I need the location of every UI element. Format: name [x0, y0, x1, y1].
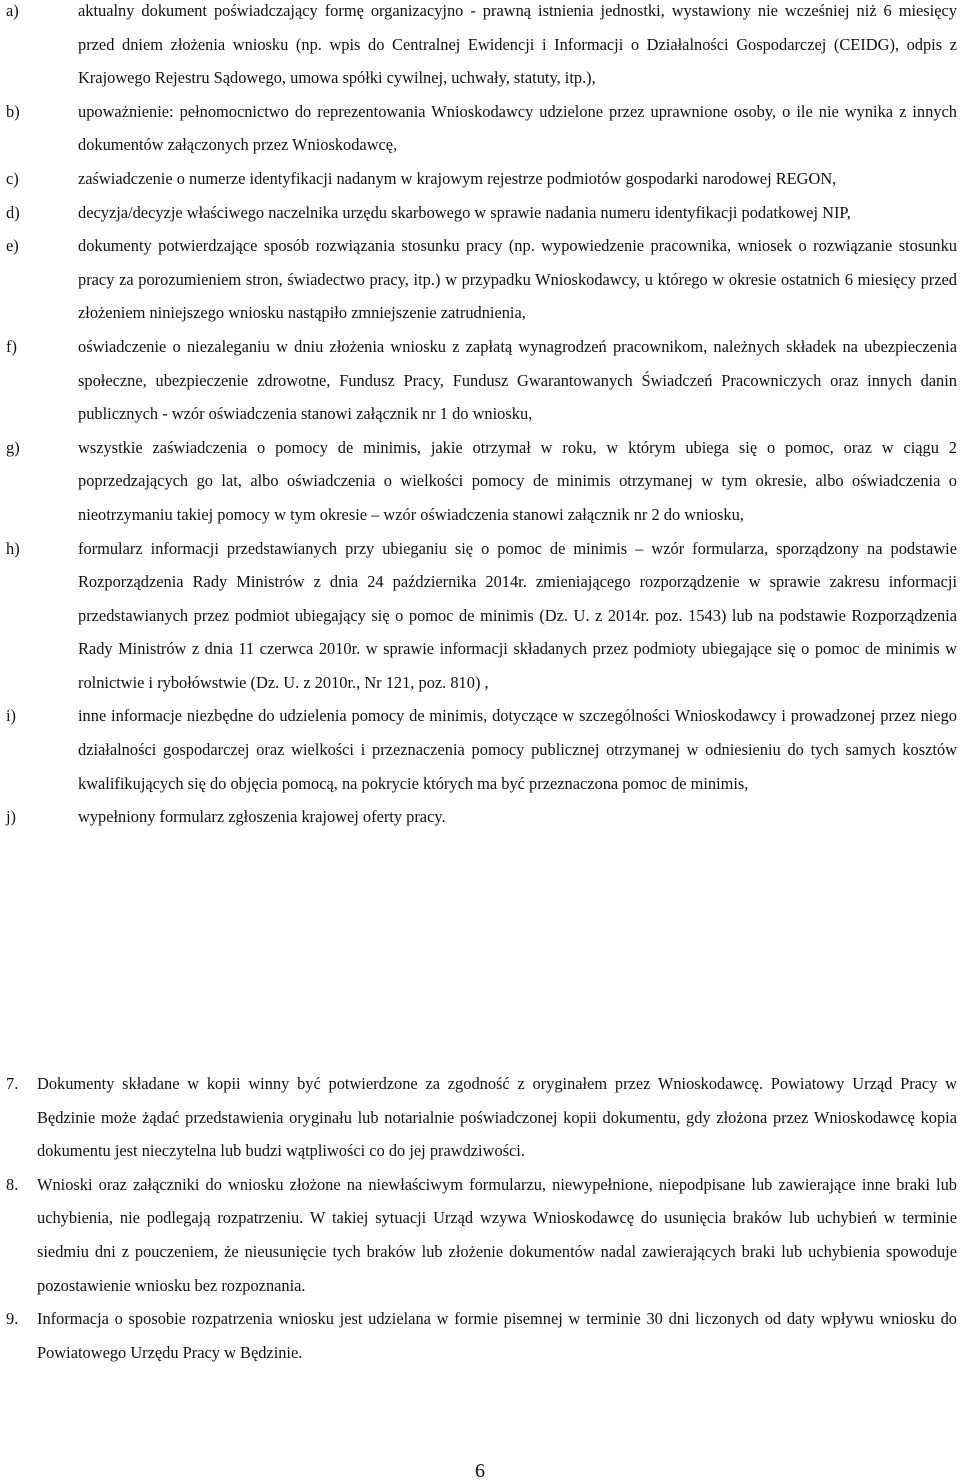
- numbered-list: [0, 1067, 960, 1369]
- list-marker: i): [6, 706, 17, 726]
- list-item-text: decyzja/decyzje właściwego naczelnika urzędu skarbowego w sprawie nadania numeru identyfikacji podatkowej NIP,: [78, 202, 851, 222]
- numbered-item-7: [0, 1067, 960, 1168]
- list-item-text: wypełniony formularz zgłoszenia krajowej oferty pracy.: [78, 807, 446, 827]
- list-marker: f): [6, 336, 17, 356]
- list-item-text: wszystkie zaświadczenia o pomocy de minimis, jakie otrzymał w roku, w którym ubiega się o pomoc, oraz w ciągu 2 poprzedzających go lat, albo oświadczenia o wielkości pomocy de minimis otrzymanej w tym okresie, albo oświadczenia o nieotrzymaniu takiej pomocy w tym okresie – wzór oświadczenia stanowi załącznik nr 2 do wniosku,: [78, 437, 957, 524]
- list-marker: 9.: [6, 1309, 19, 1329]
- list-item-text: dokumenty potwierdzające sposób rozwiązania stosunku pracy (np. wypowiedzenie pracownika, wniosek o rozwiązanie stosunku pracy za porozumieniem stron, świadectwo pracy, itp.) w przypadku Wnioskodawcy, u którego w okresie ostatnich 6 miesięcy przed złożeniem niniejszego wniosku nastąpiło zmniejszenie zatrudnienia,: [78, 236, 957, 323]
- list-item-text: Informacja o sposobie rozpatrzenia wniosku jest udzielana w formie pisemnej w terminie 30 dni liczonych od daty wpływu wniosku do Powiatowego Urzędu Pracy w Będzinie.: [37, 1309, 957, 1362]
- list-item-text: oświadczenie o niezaleganiu w dniu złożenia wniosku z zapłatą wynagrodzeń pracownikom, należnych składek na ubezpieczenia społeczne, ubezpieczenie zdrowotne, Fundusz Pracy, Fundusz Gwarantowanych Świadczeń Pracowniczych oraz innych danin publicznych - wzór oświadczenia stanowi załącznik nr 1 do wniosku,: [78, 336, 957, 424]
- list-marker: 8.: [6, 1174, 19, 1194]
- list-item-h: [0, 532, 960, 700]
- list-item-text: Wnioski oraz załączniki do wniosku złożone na niewłaściwym formularzu, niewypełnione, niepodpisane lub zawierające inne braki lub uchybienia, nie podlegają rozpatrzeniu. W takiej sytuacji Urząd wzywa Wnioskodawcę do usunięcia braków lub uchybień w terminie siedmiu dni z pouczeniem, że nieusunięcie tych braków lub złożenie dokumentów nadal zawierających braki lub uchybienia spowoduje pozostawienie wniosku bez rozpoznania.: [37, 1174, 957, 1295]
- numbered-item-9: [0, 1302, 960, 1369]
- list-marker: e): [6, 236, 19, 256]
- list-marker: c): [6, 168, 19, 188]
- list-marker: 7.: [6, 1074, 19, 1093]
- list-item-d: [0, 196, 960, 230]
- list-item-i: [0, 699, 960, 800]
- list-item-text: upoważnienie: pełnomocnictwo do reprezentowania Wnioskodawcy udzielone przez uprawnione osoby, o ile nie wynika z innych dokumentów załączonych przez Wnioskodawcę,: [78, 101, 957, 155]
- list-item-text: Dokumenty składane w kopii winny być potwierdzone za zgodność z oryginałem przez Wnioskodawcę. Powiatowy Urząd Pracy w Będzinie może żądać przedstawienia oryginału lub notarialnie poświadczonej kopii dokumentu, gdy złożona przez Wnioskodawcę kopia dokumentu jest nieczytelna lub budzi wątpliwości co do jej prawdziwości.: [37, 1074, 957, 1161]
- list-item-f: [0, 330, 960, 431]
- list-item-text: formularz informacji przedstawianych przy ubieganiu się o pomoc de minimis – wzór formularza, sporządzony na podstawie Rozporządzenia Rady Ministrów z dnia 24 października 2014r. zmieniającego rozporządzenie w sprawie zakresu informacji przedstawianych przez podmiot ubiegający się o pomoc de minimis (Dz. U. z 2014r. poz. 1543) lub na podstawie Rozporządzenia Rady Ministrów z dnia 11 czerwca 2010r. w sprawie informacji składanych przez podmioty ubiegające się o pomoc de minimis w rolnictwie i rybołówstwie (Dz. U. z 2010r., Nr 121, poz. 810) ,: [78, 538, 957, 692]
- list-item-text: aktualny dokument poświadczający formę organizacyjno - prawną istnienia jednostki, wystawiony nie wcześniej niż 6 miesięcy przed dniem złożenia wniosku (np. wpis do Centralnej Ewidencji i Informacji o Działalności Gospodarczej (CEIDG), odpis z Krajowego Rejestru Sądowego, umowa spółki cywilnej, uchwały, statuty, itp.),: [78, 1, 957, 88]
- list-marker: h): [6, 538, 20, 558]
- list-item-text: inne informacje niezbędne do udzielenia pomocy de minimis, dotyczące w szczególności Wnioskodawcy i prowadzonej przez niego działalności gospodarczej oraz wielkości i przeznaczenia pomocy publicznej otrzymanej w odniesieniu do tych samych kosztów kwalifikujących się do objęcia pomocą, na pokrycie których ma być przeznaczona pomoc de minimis,: [78, 706, 957, 793]
- list-item-text: zaświadczenie o numerze identyfikacji nadanym w krajowym rejestrze podmiotów gospodarki narodowej REGON,: [78, 168, 837, 188]
- numbered-item-8: [0, 1168, 960, 1302]
- list-marker: g): [6, 437, 20, 457]
- list-item-b: [0, 95, 960, 162]
- list-marker: b): [6, 101, 20, 121]
- list-marker: d): [6, 202, 20, 222]
- list-item-e: [0, 229, 960, 330]
- list-item-a: [0, 0, 960, 95]
- list-item-c: [0, 162, 960, 196]
- list-marker: a): [6, 1, 19, 20]
- page-number: 6: [475, 1460, 485, 1482]
- list-marker: j): [6, 807, 17, 827]
- list-item-j: [0, 800, 960, 834]
- list-item-g: [0, 431, 960, 532]
